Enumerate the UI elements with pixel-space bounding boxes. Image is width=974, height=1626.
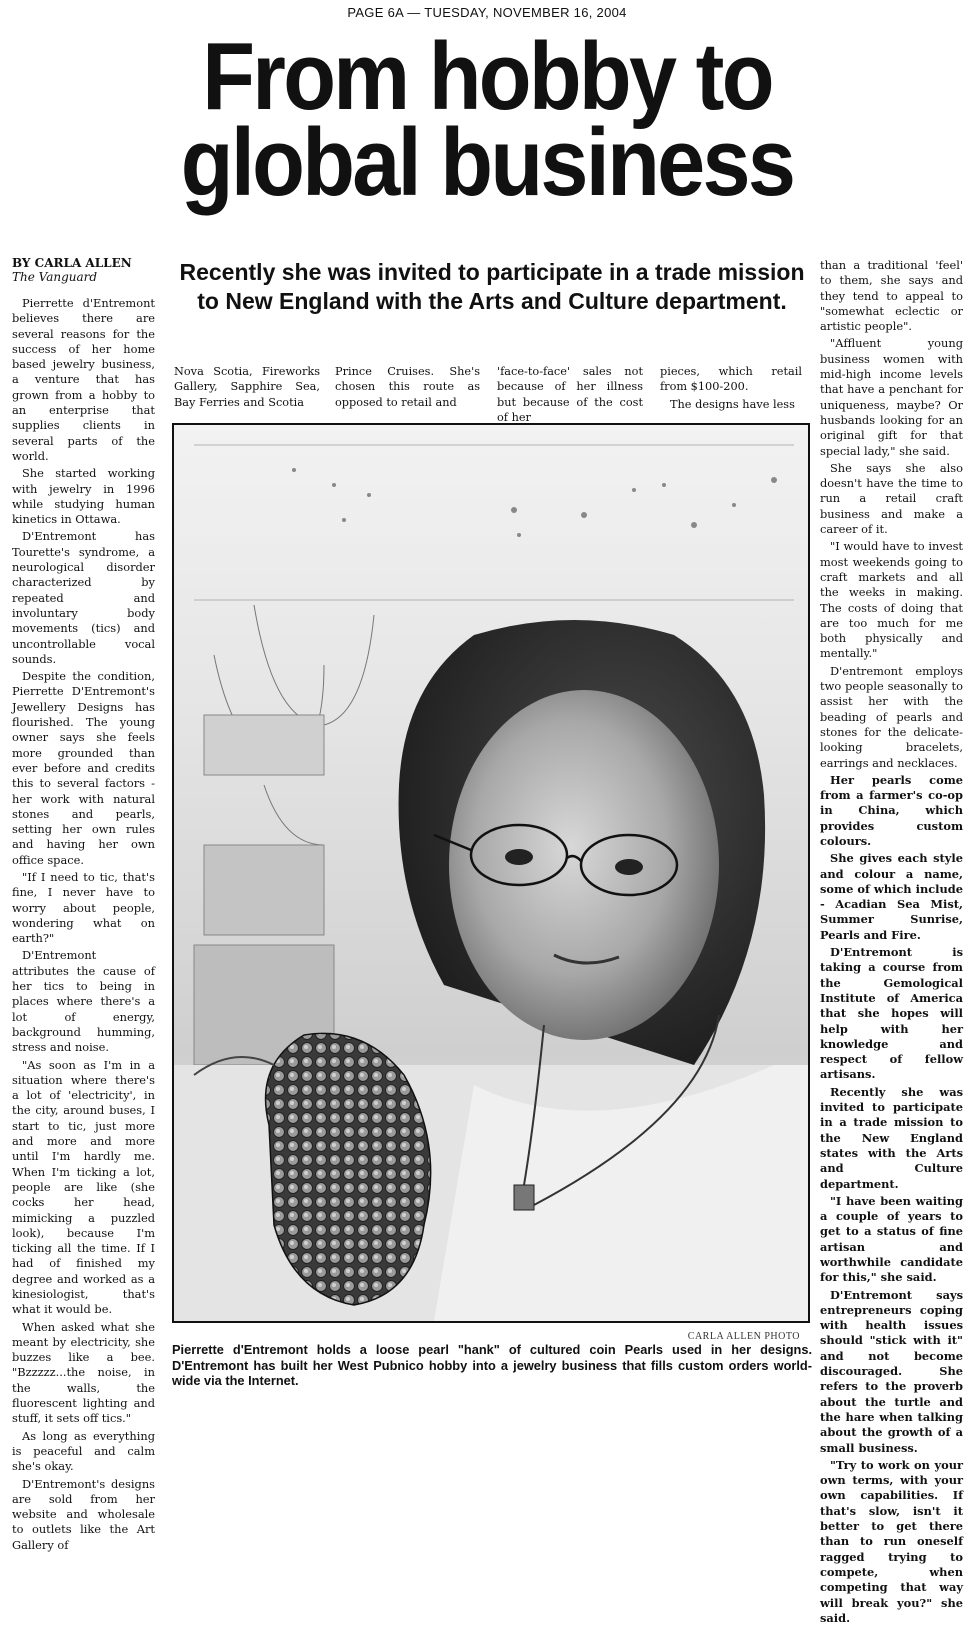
article-column-6: [820, 258, 963, 1625]
paragraph: Despite the condition, Pierrette D'Entremont's Jewellery Designs has flourished. The young owner says she feels more grounded than ever before and credits this to several factors - her work with natural stones and pearls, setting her own rules and having her own office space.: [12, 669, 155, 867]
paragraph: D'Entremont has Tourette's syndrome, a neurological disorder characterized by repeated and involuntary body movements (tics) and uncontrollable vocal sounds.: [12, 529, 155, 666]
pull-quote: Recently she was invited to participate in a trade mission to New England with the Arts and Culture department.: [179, 259, 805, 314]
photo-illustration: [174, 425, 808, 1321]
paragraph: She started working with jewelry in 1996 while studying human kinetics in Ottawa.: [12, 466, 155, 527]
photo-caption: Pierrette d'Entremont holds a loose pearl "hank" of cultured coin Pearls used in her designs. D'Entremont has built her West Pubnico hobby into a jewelry business that fills custom orders world-wide via the Internet.: [172, 1342, 812, 1388]
paragraph: Nova Scotia, Fireworks Gallery, Sapphire Sea, Bay Ferries and Scotia: [174, 365, 320, 409]
paragraph: "I would have to invest most weekends going to craft markets and all the weeks in making. The costs of doing that are too much for me both physically and mentally.": [820, 539, 963, 661]
paragraph: "Try to work on your own terms, with your own capabilities. If that's slow, isn't it better to get there than to run oneself ragged trying to compete, when competing that way will break you?" she said.: [820, 1457, 963, 1625]
article-column-2: [174, 364, 320, 414]
paragraph: "Affluent young business women with mid-high income levels that have a penchant for uniqueness, maybe? Or husbands looking for an original gift for that special lady," she said.: [820, 336, 963, 458]
headline: [49, 23, 926, 216]
paragraph: D'entremont employs two people seasonally to assist her with the beading of pearls and stones for the delicate-looking bracelets, earrings and necklaces.: [820, 663, 963, 770]
paragraph: Prince Cruises. She's chosen this route as opposed to retail and: [335, 365, 480, 409]
article-column-1: [12, 296, 155, 1552]
photo-credit: CARLA ALLEN PHOTO: [687, 1331, 800, 1342]
paragraph: Pierrette d'Entremont believes there are several reasons for the success of her home based jewelry business, a venture that has grown from a hobby to an enterprise that supplies clients in several parts of the world.: [12, 296, 155, 463]
paragraph: The designs have less: [670, 397, 795, 411]
article-column-3: [335, 364, 480, 414]
bold-section: [820, 773, 963, 1626]
byline: [12, 256, 162, 284]
paragraph: "I have been waiting a couple of years to get to a status of fine artisan and worthwhile candidate for this," she said.: [820, 1193, 963, 1285]
paragraph: As long as everything is peaceful and calm she's okay.: [12, 1428, 155, 1474]
headline-line-1: From hobby to: [202, 23, 772, 130]
byline-author: BY CARLA ALLEN: [12, 256, 132, 270]
paragraph: Recently she was invited to participate in a trade mission to the New England states with the Arts and Culture department.: [820, 1084, 963, 1191]
article-column-4: [497, 364, 643, 424]
paragraph: 'face-to-face' sales not because of her illness but because of the cost of her: [497, 365, 643, 424]
paragraph: When asked what she meant by electricity, she buzzes like a bee. "Bzzzzz...the noise, in the walls, the fluorescent lighting and stuff, it sets off tics.": [12, 1319, 155, 1426]
paragraph: D'Entremont's designs are sold from her website and wholesale to outlets like the Art Gallery of: [12, 1476, 155, 1552]
paragraph: She gives each style and colour a name, some of which include - Acadian Sea Mist, Summer Sunrise, Pearls and Fire.: [820, 851, 963, 942]
paragraph: than a traditional 'feel' to them, she says and they tend to appeal to "somewhat eclectic or artistic people".: [820, 258, 963, 334]
paragraph: "If I need to tic, that's fine, I never have to worry about people, wondering what on earth?": [12, 869, 155, 946]
paragraph: pieces, which retail from $100-200.: [660, 365, 802, 394]
paragraph: D'Entremont is taking a course from the Gemological Institute of America that she hopes will help with her knowledge and respect of fellow artisans.: [820, 945, 963, 1082]
page-folio: PAGE 6A — TUESDAY, NOVEMBER 16, 2004: [347, 5, 627, 20]
headline-line-2: global business: [180, 109, 794, 216]
paragraph: Her pearls come from a farmer's co-op in China, which provides custom colours.: [820, 772, 963, 848]
paragraph: "As soon as I'm in a situation where there's a lot of 'electricity', in the city, around buses, I start to tic, just more and more and more until I'm hardly me. When I'm ticking a lot, people are like (she cocks her head, mimicking a puzzled look), because I'm ticking all the time. If I had of finished my degree and worked as a kinesiologist, that's what it would be.: [12, 1057, 155, 1317]
byline-publication: The Vanguard: [12, 270, 98, 284]
article-column-5: [660, 364, 802, 414]
paragraph: D'Entremont says entrepreneurs coping with health issues should "stick with it" and not become discouraged. She refers to the proverb about the turtle and the hare when talking about the growth of a small business.: [820, 1287, 963, 1455]
paragraph: D'Entremont attributes the cause of her tics to being in places where there's a lot of energy, background humming, stress and noise.: [12, 948, 155, 1055]
paragraph: She says she also doesn't have the time to run a retail craft business and make a career of it.: [820, 460, 963, 537]
article-photo: [172, 423, 810, 1323]
